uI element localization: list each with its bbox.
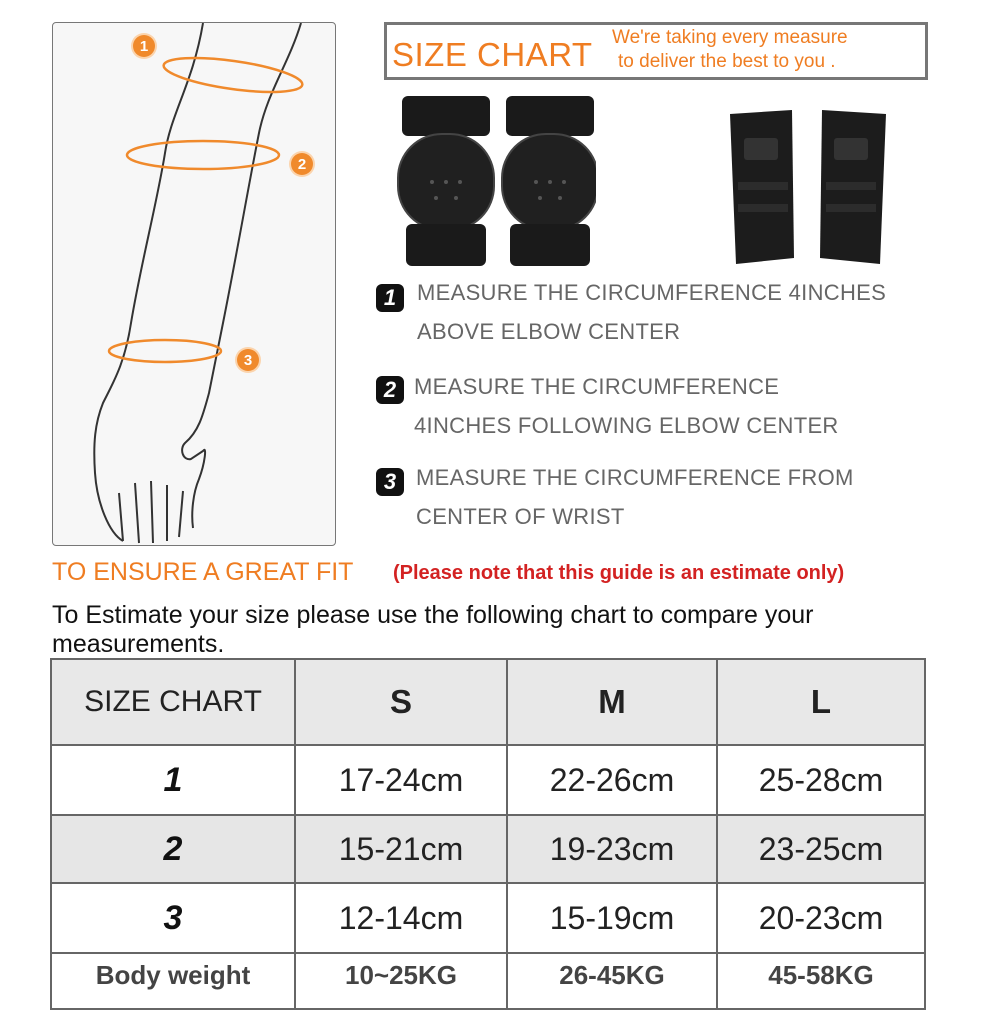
step-2-line2: 4INCHES FOLLOWING ELBOW CENTER [414,413,839,438]
weight-cell: 26-45KG [507,953,717,1009]
row-label: 3 [51,883,295,953]
weight-cell: 10~25KG [295,953,507,1009]
table-cell: 22-26cm [507,745,717,815]
row-label: 1 [51,745,295,815]
intro-line-2: measurements. [52,630,225,658]
intro-line-1: To Estimate your size please use the following chart to compare your [52,601,814,629]
table-row [51,745,925,815]
step-2-line1: MEASURE THE CIRCUMFERENCE [414,374,780,399]
weight-cell: 45-58KG [717,953,925,1009]
arm-illustration [53,23,335,545]
body-weight-row [51,953,925,1009]
table-cell: 23-25cm [717,815,925,883]
table-row [51,815,925,883]
marker-1-icon: 1 [133,35,155,57]
wrist-guard-image [722,108,894,268]
size-m-header: M [507,659,717,745]
step-1-line2: ABOVE ELBOW CENTER [417,319,681,344]
step-2-badge: 2 [376,376,404,404]
marker-2-icon: 2 [291,153,313,175]
arm-illustration-panel [52,22,336,546]
table-cell: 20-23cm [717,883,925,953]
table-cell: 25-28cm [717,745,925,815]
table-cell: 17-24cm [295,745,507,815]
row-label: 2 [51,815,295,883]
estimate-note: (Please note that this guide is an estimate only) [393,562,845,584]
table-cell: 15-19cm [507,883,717,953]
size-s-header: S [295,659,507,745]
header-title: SIZE CHART [392,36,593,73]
fit-heading: TO ENSURE A GREAT FIT [52,558,354,586]
table-cell: 19-23cm [507,815,717,883]
knee-pad-image [396,94,596,270]
step-3-badge: 3 [376,468,404,496]
table-row [51,883,925,953]
size-l-header: L [717,659,925,745]
header-tagline-line2: to deliver the best to you . [618,51,836,72]
table-cell: 15-21cm [295,815,507,883]
table-corner-label: SIZE CHART [51,659,295,745]
step-1-badge: 1 [376,284,404,312]
size-table [50,658,926,1010]
body-weight-label: Body weight [51,953,295,1009]
header-tagline-line1: We're taking every measure [612,27,848,48]
marker-3-icon: 3 [237,349,259,371]
step-3-line1: MEASURE THE CIRCUMFERENCE FROM [416,465,854,490]
table-header-row [51,659,925,745]
step-3-line2: CENTER OF WRIST [416,504,625,529]
table-cell: 12-14cm [295,883,507,953]
step-1-line1: MEASURE THE CIRCUMFERENCE 4INCHES [417,280,887,305]
